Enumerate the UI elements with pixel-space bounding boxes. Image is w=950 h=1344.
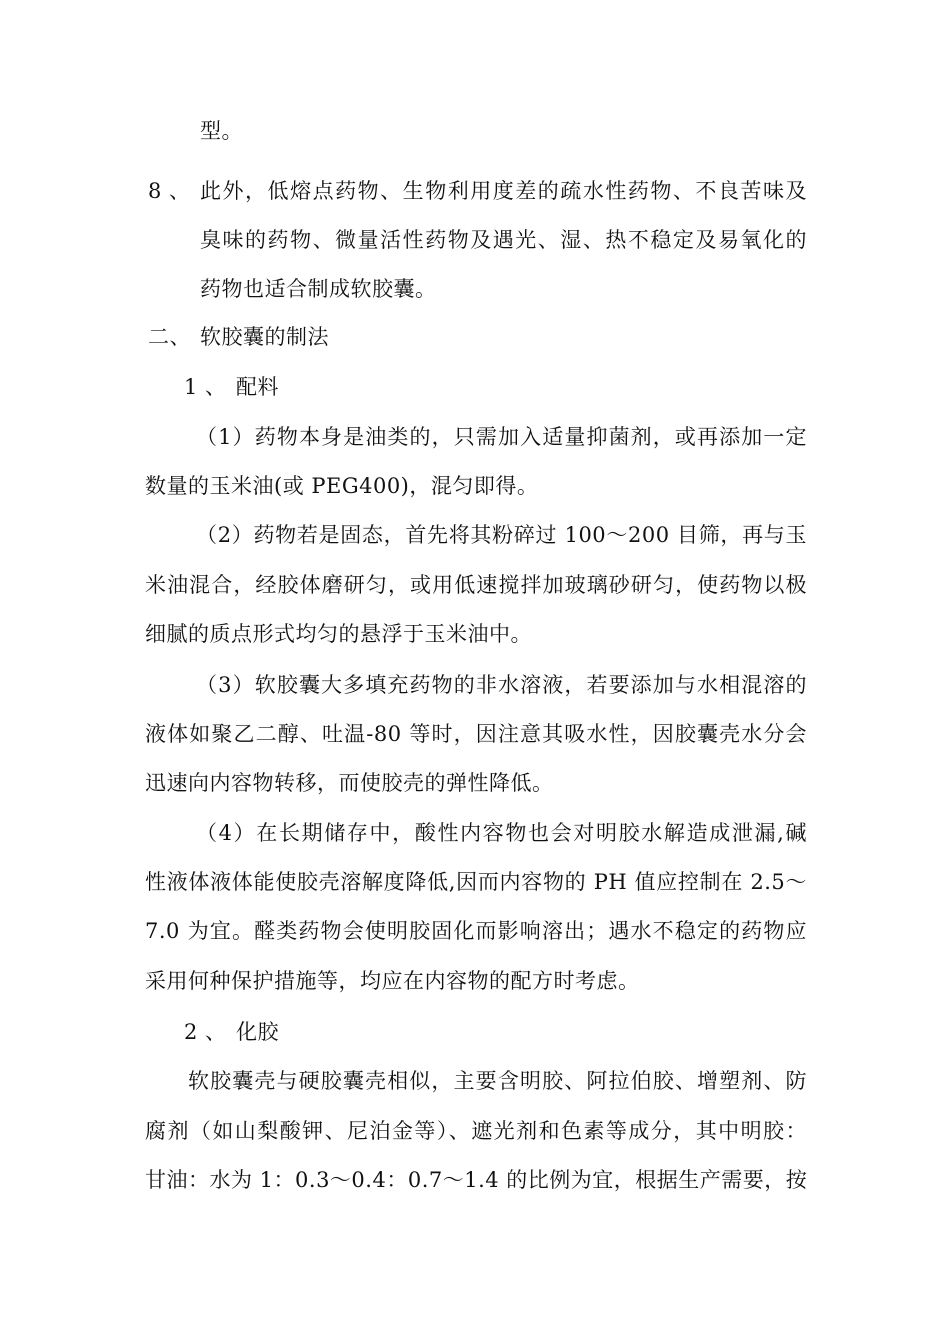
text-line: （1）药物本身是油类的，只需加入适量抑菌剂，或再添加一定 <box>196 425 807 449</box>
text-line: 此外，低熔点药物、生物利用度差的疏水性药物、不良苦味及 <box>200 179 807 203</box>
section-heading: 软胶囊的制法 <box>200 325 329 349</box>
text-line: 细腻的质点形式均匀的悬浮于玉米油中。 <box>145 622 532 646</box>
text-line: 型。 <box>200 119 243 143</box>
text-line: 性液体液体能使胶壳溶解度降低,因而内容物的 PH 值应控制在 2.5～ <box>145 870 807 894</box>
text-line: 米油混合，经胶体磨研匀，或用低速搅拌加玻璃砂研匀，使药物以极 <box>145 573 807 597</box>
text-line: 臭味的药物、微量活性药物及遇光、湿、热不稳定及易氧化的 <box>200 228 807 252</box>
subsection-heading: 化胶 <box>236 1020 279 1044</box>
text-line: 甘油：水为 1：0.3～0.4：0.7～1.4 的比例为宜，根据生产需要，按 <box>145 1168 808 1192</box>
list-number: 8 、 <box>148 179 191 203</box>
text-line: 采用何种保护措施等，均应在内容物的配方时考虑。 <box>145 969 640 993</box>
text-line: 迅速向内容物转移，而使胶壳的弹性降低。 <box>145 771 554 795</box>
text-line: 7.0 为宜。醛类药物会使明胶固化而影响溶出；遇水不稳定的药物应 <box>145 919 807 943</box>
text-line: 腐剂（如山梨酸钾、尼泊金等）、遮光剂和色素等成分，其中明胶： <box>145 1119 807 1143</box>
text-line: （4）在长期储存中，酸性内容物也会对明胶水解造成泄漏,碱 <box>196 821 807 845</box>
text-line: 数量的玉米油(或 PEG400)，混匀即得。 <box>145 474 539 498</box>
text-line: （2）药物若是固态，首先将其粉碎过 100～200 目筛，再与玉 <box>196 523 807 547</box>
text-line: 药物也适合制成软胶囊。 <box>200 277 437 301</box>
subsection-number: 2 、 <box>184 1020 227 1044</box>
subsection-number: 1 、 <box>184 375 227 399</box>
text-line: （3）软胶囊大多填充药物的非水溶液，若要添加与水相混溶的 <box>196 673 807 697</box>
text-line: 液体如聚乙二醇、吐温-80 等时，因注意其吸水性，因胶囊壳水分会 <box>145 722 807 746</box>
subsection-heading: 配料 <box>236 375 279 399</box>
text-line: 软胶囊壳与硬胶囊壳相似，主要含明胶、阿拉伯胶、增塑剂、防 <box>188 1069 807 1093</box>
section-number: 二、 <box>148 325 191 349</box>
